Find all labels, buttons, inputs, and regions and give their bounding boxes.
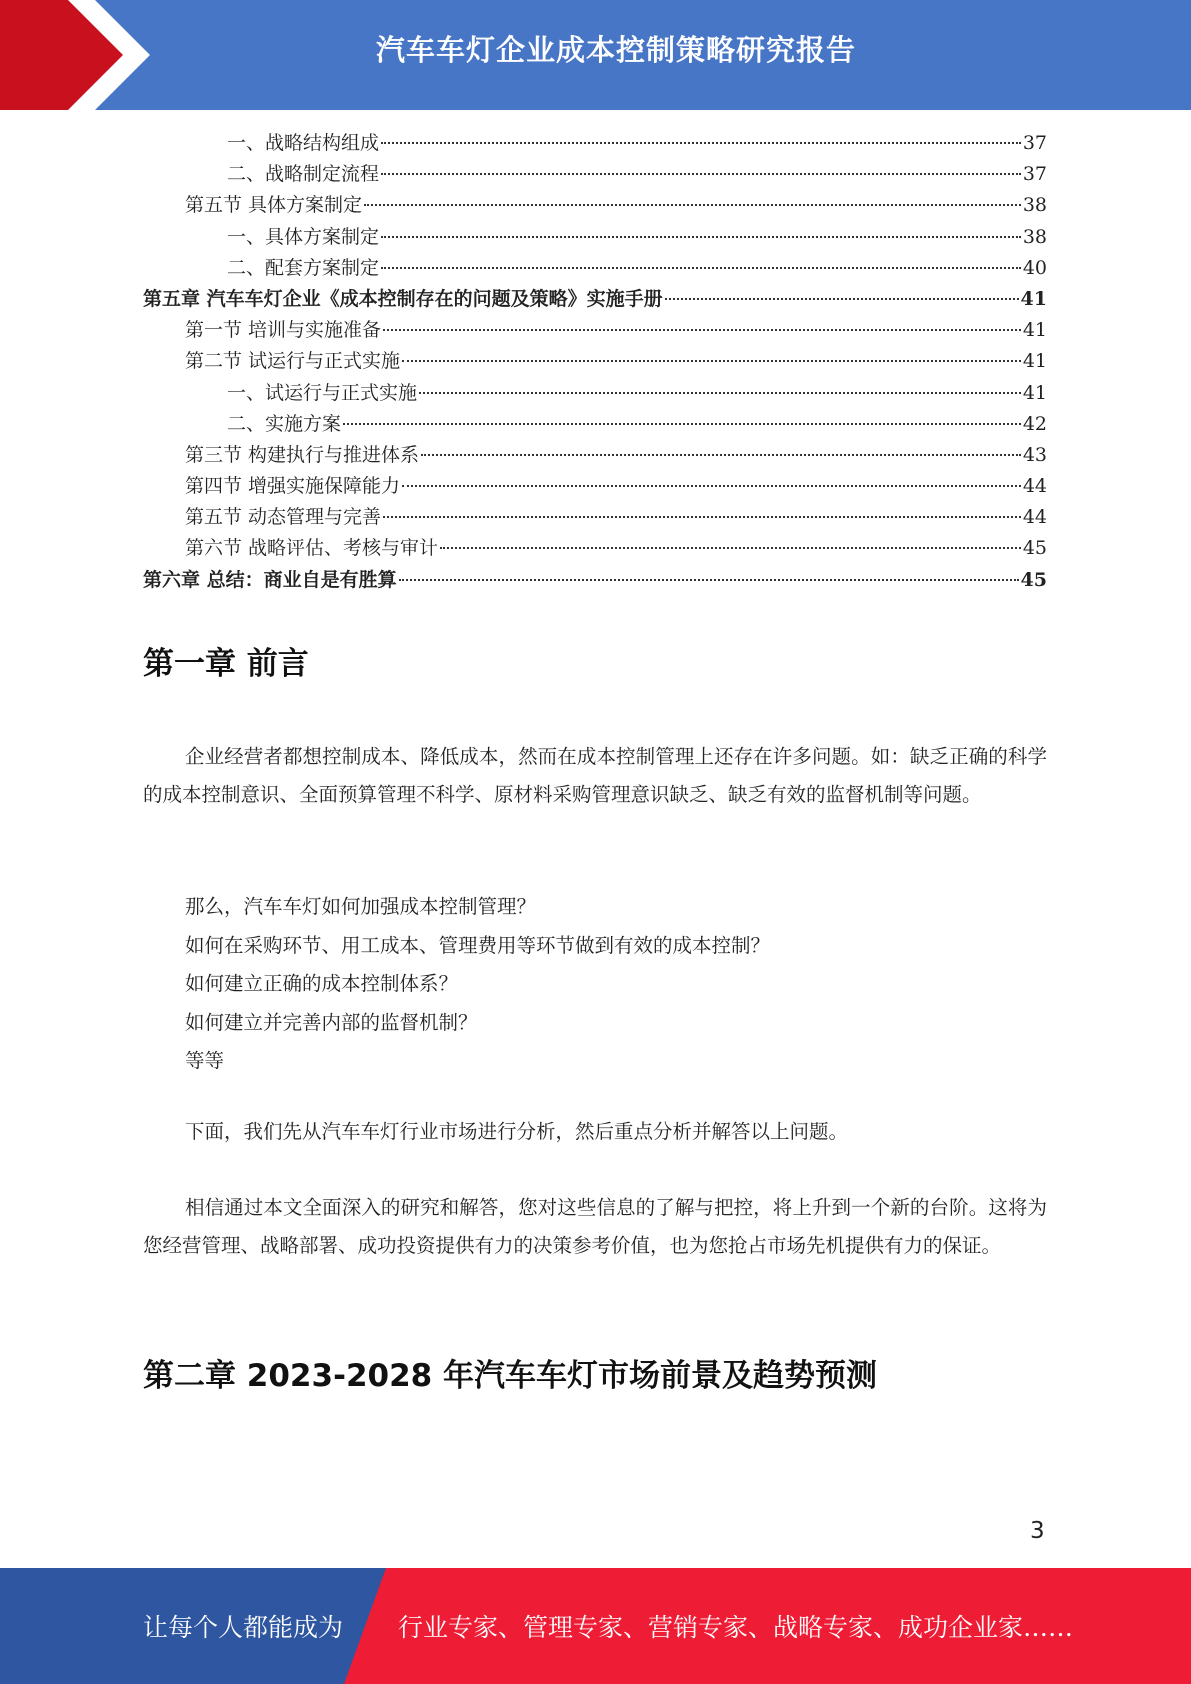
toc-entry-page: 44 <box>1022 506 1047 529</box>
conclusion-paragraph: 相信通过本文全面深入的研究和解答，您对这些信息的了解与把控，将上升到一个新的台阶。这将为您经营管理、战略部署、成功投资提供有力的决策参考价值，也为您抢占市场先机提供有力的保证。 <box>143 1196 1047 1257</box>
toc-dot-leader <box>381 173 1021 175</box>
toc-entry[interactable] <box>143 409 1047 440</box>
footer-slogan-left: 让每个人都能成为 <box>143 1613 344 1642</box>
footer-slogan-right: 行业专家、管理专家、营销专家、战略专家、成功企业家…… <box>398 1613 1074 1642</box>
toc-dot-leader <box>381 236 1021 238</box>
toc-entry-label: 第六章 总结：商业自是有胜算 <box>143 568 397 591</box>
toc-entry-label: 二、实施方案 <box>227 412 342 435</box>
toc-dot-leader <box>383 516 1021 518</box>
toc-entry[interactable] <box>143 471 1047 502</box>
toc-entry-page: 40 <box>1022 256 1047 279</box>
toc-dot-leader <box>381 267 1021 269</box>
toc-entry-page: 42 <box>1022 412 1047 435</box>
toc-entry-page: 38 <box>1022 225 1047 248</box>
toc-entry-label: 一、具体方案制定 <box>227 225 380 248</box>
toc-entry-label: 第五章 汽车车灯企业《成本控制存在的问题及策略》实施手册 <box>143 287 663 310</box>
toc-entry-page: 38 <box>1022 194 1047 217</box>
question-line: 如何建立正确的成本控制体系？ <box>185 972 459 995</box>
toc-dot-leader <box>665 298 1019 300</box>
toc-entry-page: 41 <box>1022 319 1047 342</box>
toc-entry[interactable] <box>143 190 1047 221</box>
page-header <box>0 0 1191 110</box>
toc-entry-label: 第五节 动态管理与完善 <box>185 506 382 529</box>
question-line: 那么，汽车车灯如何加强成本控制管理？ <box>185 895 537 918</box>
toc-entry-label: 第四节 增强实施保障能力 <box>185 475 401 498</box>
toc-entry-page: 45 <box>1020 568 1047 591</box>
toc-entry-page: 45 <box>1022 537 1047 560</box>
page-number: 3 <box>1030 1518 1045 1544</box>
toc-entry[interactable] <box>143 440 1047 471</box>
intro-paragraph: 企业经营者都想控制成本、降低成本，然而在成本控制管理上还存在许多问题。如：缺乏正确的科学的成本控制意识、全面预算管理不科学、原材料采购管理意识缺乏、缺乏有效的监督机制等问题。 <box>143 745 1047 806</box>
toc-dot-leader <box>381 142 1021 144</box>
toc-entry-page: 41 <box>1022 381 1047 404</box>
toc-dot-leader <box>402 485 1021 487</box>
toc-entry-label: 一、试运行与正式实施 <box>227 381 418 404</box>
toc-entry-label: 第二节 试运行与正式实施 <box>185 350 401 373</box>
toc-entry-label: 第六节 战略评估、考核与审计 <box>185 537 439 560</box>
report-title: 汽车车灯企业成本控制策略研究报告 <box>375 33 856 67</box>
toc-entry-label: 第一节 培训与实施准备 <box>185 319 382 342</box>
toc-entry-label: 第五节 具体方案制定 <box>185 194 363 217</box>
toc-dot-leader <box>383 329 1021 331</box>
toc-dot-leader <box>399 579 1019 581</box>
toc-dot-leader <box>402 360 1021 362</box>
toc-entry[interactable] <box>143 533 1047 564</box>
toc-dot-leader <box>419 392 1021 394</box>
toc-entry[interactable] <box>143 253 1047 284</box>
toc-entry[interactable] <box>143 565 1047 596</box>
toc-dot-leader <box>343 423 1021 425</box>
question-line: 如何在采购环节、用工成本、管理费用等环节做到有效的成本控制？ <box>185 933 771 957</box>
chapter-heading: 第一章 前言 <box>143 646 309 682</box>
toc-entry-page: 44 <box>1022 475 1047 498</box>
page-footer <box>0 1568 1191 1684</box>
question-line: 等等 <box>185 1049 225 1072</box>
toc-entry-page: 41 <box>1020 287 1047 310</box>
toc-entry[interactable] <box>143 222 1047 253</box>
toc-dot-leader <box>421 454 1021 456</box>
toc-entry[interactable] <box>143 346 1047 377</box>
toc-entry[interactable] <box>143 284 1047 315</box>
chapter-heading: 第二章 2023-2028 年汽车车灯市场前景及趋势预测 <box>143 1358 878 1394</box>
toc-dot-leader <box>440 547 1021 549</box>
toc-entry[interactable] <box>143 315 1047 346</box>
toc-entry[interactable] <box>143 502 1047 533</box>
toc-dot-leader <box>364 204 1021 206</box>
toc-entry-label: 一、战略结构组成 <box>227 132 380 154</box>
table-of-contents <box>143 128 1047 596</box>
toc-entry-label: 二、配套方案制定 <box>227 256 380 279</box>
toc-entry-label: 第三节 构建执行与推进体系 <box>185 443 420 466</box>
header-arrow-decoration <box>0 0 160 110</box>
toc-entry-label: 二、战略制定流程 <box>227 163 380 186</box>
question-list <box>185 888 770 1081</box>
toc-entry[interactable] <box>143 128 1047 159</box>
toc-entry-page: 37 <box>1022 132 1047 154</box>
analysis-paragraph: 下面，我们先从汽车车灯行业市场进行分析，然后重点分析并解答以上问题。 <box>185 1120 849 1143</box>
toc-entry-page: 41 <box>1022 350 1047 373</box>
toc-entry-page: 37 <box>1022 163 1047 186</box>
toc-entry[interactable] <box>143 378 1047 409</box>
question-line: 如何建立并完善内部的监督机制？ <box>185 1010 478 1034</box>
toc-entry-page: 43 <box>1022 443 1047 466</box>
toc-entry[interactable] <box>143 159 1047 190</box>
